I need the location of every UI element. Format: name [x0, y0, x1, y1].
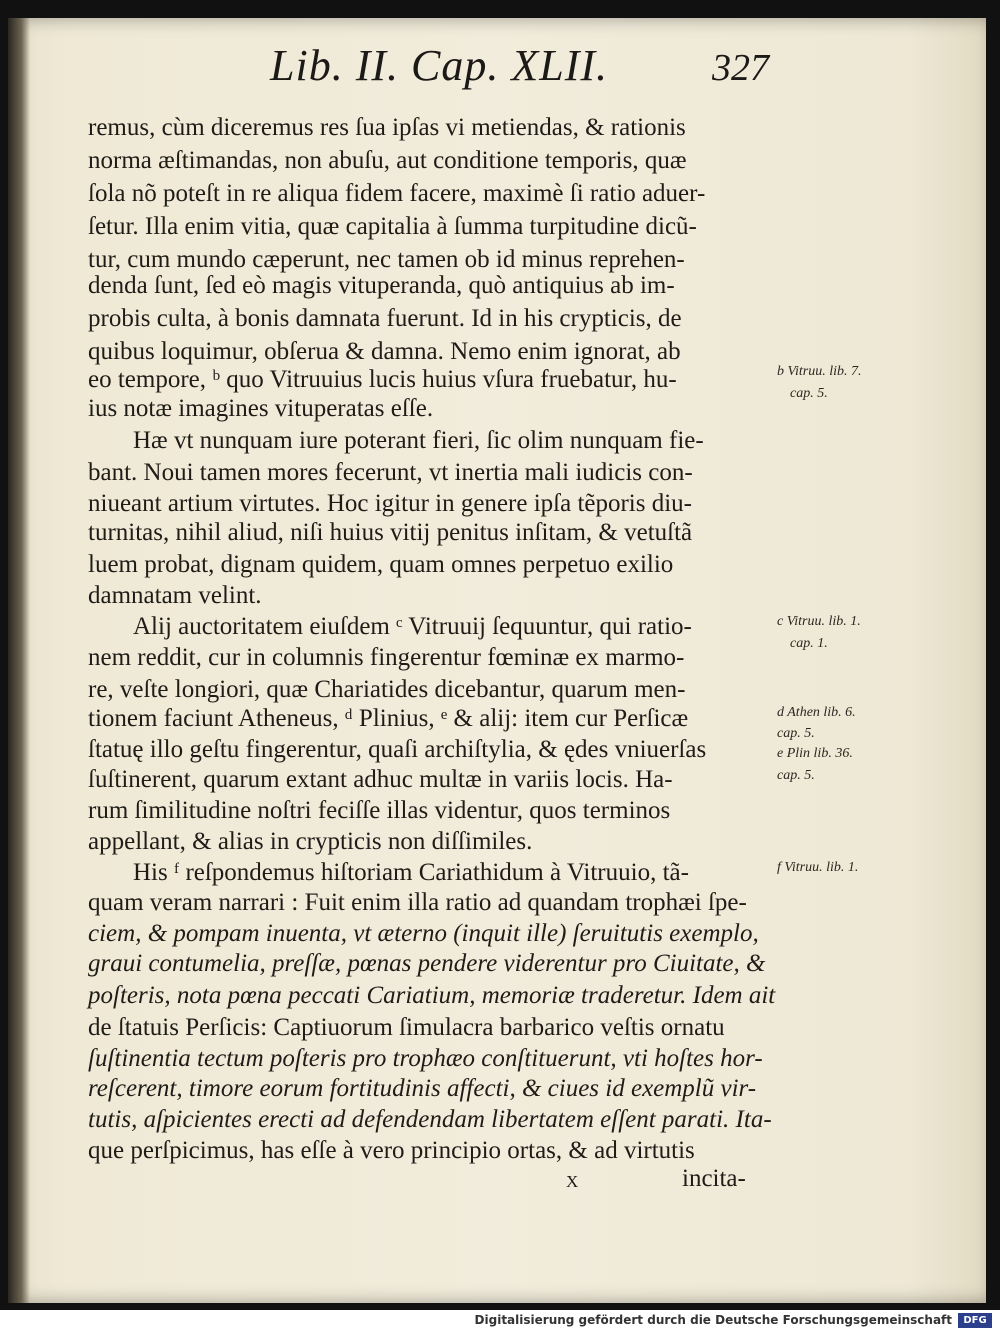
marginal-note: e Plin lib. 36. — [777, 746, 853, 761]
footer-bar — [0, 1310, 1000, 1332]
text-line: appellant, & alias in crypticis non diſſimiles. — [88, 828, 533, 855]
text-line: quam veram narrari : Fuit enim illa ratio ad quandam trophæi ſpe- — [88, 889, 747, 916]
catchword: incita- — [682, 1165, 746, 1192]
text-line: tur, cum mundo cæperunt, nec tamen ob id minus reprehen- — [88, 246, 685, 273]
signature-mark: X — [566, 1172, 579, 1191]
marginal-note: f Vitruu. lib. 1. — [777, 860, 859, 875]
funding-credit: Digitalisierung gefördert durch die Deutsche Forschungsgemeinschaft — [474, 1313, 952, 1327]
text-line: norma æſtimandas, non abuſu, aut conditione temporis, quæ — [88, 147, 687, 174]
text-line: quibus loquimur, obſerua & damna. Nemo enim ignorat, ab — [88, 338, 681, 365]
text-line: rum ſimilitudine noſtri feciſſe illas videntur, quos terminos — [88, 797, 671, 824]
text-line: Hæ vt nunquam iure poterant fieri, ſic olim nunquam fie- — [133, 427, 704, 454]
text-line: bant. Noui tamen mores fecerunt, vt inertia mali iudicis con- — [88, 459, 693, 486]
text-line: probis culta, à bonis damnata fuerunt. Id in his crypticis, de — [88, 305, 682, 332]
text-line: denda ſunt, ſed eò magis vituperanda, quò antiquius ab im- — [88, 272, 675, 299]
text-line: que perſpicimus, has eſſe à vero principio ortas, & ad virtutis — [88, 1137, 695, 1164]
text-line: His ᶠ reſpondemus hiſtoriam Cariathidum à Vitruuio, tã- — [133, 859, 689, 886]
text-line: Alij auctoritatem eiuſdem ᶜ Vitruuij ſequuntur, qui ratio- — [133, 613, 692, 640]
text-line: ſetur. Illa enim vitia, quæ capitalia à ſumma turpitudine dicũ- — [88, 213, 697, 240]
text-line: niueant artium virtutes. Hoc igitur in genere ipſa tẽporis diu- — [88, 490, 693, 517]
text-line: eo tempore, ᵇ quo Vitruuius lucis huius vſura fruebatur, hu- — [88, 366, 677, 393]
marginal-note: d Athen lib. 6. — [777, 705, 856, 720]
text-line: ſuſtinentia tectum poſteris pro trophæo conſtituerunt, vti hoſtes hor- — [88, 1045, 763, 1072]
marginal-note: cap. 5. — [777, 768, 815, 783]
text-line: ſuſtinerent, quarum extant adhuc multæ in variis locis. Ha- — [88, 766, 673, 793]
text-line: de ſtatuis Perſicis: Captiuorum ſimulacra barbarico veſtis ornatu — [88, 1014, 725, 1041]
text-line: ſtatuę illo geſtu fingerentur, quaſi archiſtylia, & ędes vniuerſas — [88, 736, 707, 763]
text-line: remus, cùm diceremus res ſua ipſas vi metiendas, & rationis — [88, 114, 686, 141]
marginal-note: b Vitruu. lib. 7. — [777, 364, 862, 379]
text-line: re, veſte longiori, quæ Chariatides dicebantur, quarum men- — [88, 676, 686, 703]
page-number: 327 — [712, 47, 769, 89]
text-line: nem reddit, cur in columnis fingerentur fœminæ ex marmo- — [88, 644, 685, 671]
marginal-note: cap. 5. — [777, 726, 815, 741]
text-line: poſteris, nota pœna peccati Cariatium, memoriæ traderetur. Idem ait — [88, 982, 776, 1009]
text-line: graui contumelia, preſſæ, pœnas pendere viderentur pro Ciuitate, & — [88, 950, 766, 977]
marginal-note: c Vitruu. lib. 1. — [777, 614, 861, 629]
text-line: turnitas, nihil aliud, niſi huius vitij penitus inſitam, & vetuſtã — [88, 519, 693, 546]
text-line: ciem, & pompam inuenta, vt æterno (inquit ille) ſeruitutis exemplo, — [88, 920, 759, 947]
text-line: reſcerent, timore eorum fortitudinis affecti, & ciues id exemplũ vir- — [88, 1075, 757, 1102]
text-line: tionem faciunt Atheneus, ᵈ Plinius, ᵉ & alij: item cur Perſicæ — [88, 705, 689, 732]
dfg-logo: DFG — [958, 1313, 992, 1328]
text-line: ſola nõ poteſt in re aliqua fidem facere, maximè ſi ratio aduer- — [88, 180, 706, 207]
text-line: ius notæ imagines vituperatas eſſe. — [88, 395, 434, 422]
text-line: tutis, aſpicientes erecti ad defendendam libertatem eſſent parati. Ita- — [88, 1106, 772, 1133]
marginal-note: cap. 5. — [790, 386, 828, 401]
page-gutter-shadow — [8, 18, 30, 1303]
text-line: luem probat, dignam quidem, quam omnes perpetuo exilio — [88, 551, 674, 578]
text-line: damnatam velint. — [88, 582, 262, 609]
running-head: Lib. II. Cap. XLII. — [270, 41, 608, 90]
marginal-note: cap. 1. — [790, 636, 828, 651]
